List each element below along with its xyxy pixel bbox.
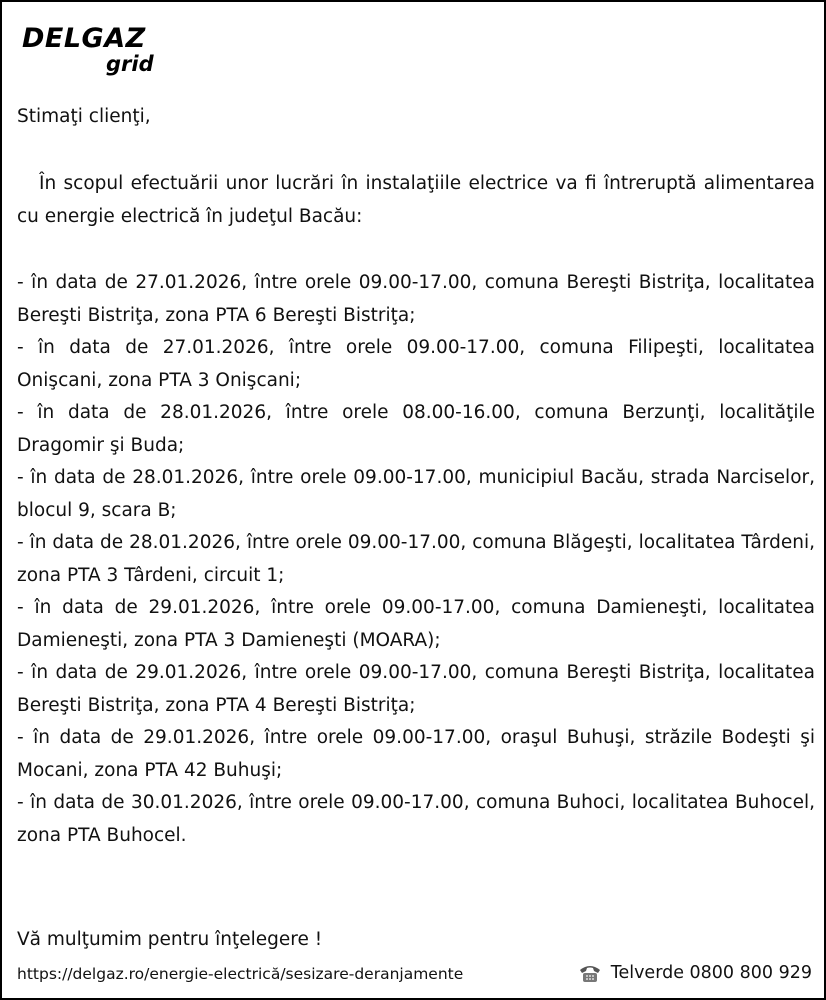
outage-list	[17, 267, 815, 852]
report-url-link[interactable]: https://delgaz.ro/energie-electrică/sesizare-deranjamente	[17, 965, 464, 983]
phone-contact	[577, 963, 812, 983]
telephone-icon	[577, 963, 603, 983]
greeting: Stimaţi clienţi,	[17, 106, 151, 127]
outage-item: - în data de 29.01.2026, între orele 09.00-17.00, comuna Bereşti Bistriţa, localitatea Bereşti Bistriţa, zona PTA 4 Bereşti Bistriţa;	[17, 662, 815, 716]
intro-paragraph: În scopul efectuării unor lucrări în instalaţiile electrice va fi întreruptă alimentarea cu energie electrică în judeţul Bacău:	[17, 173, 815, 227]
outage-item: - în data de 27.01.2026, între orele 09.00-17.00, comuna Bereşti Bistriţa, localitatea Bereşti Bistriţa, zona PTA 6 Bereşti Bistriţa;	[17, 272, 815, 326]
closing-line: Vă mulţumim pentru înţelegere !	[17, 929, 323, 950]
outage-item: - în data de 28.01.2026, între orele 09.00-17.00, municipiul Bacău, strada Narciselor, blocul 9, scara B;	[17, 467, 815, 521]
outage-item: - în data de 29.01.2026, între orele 09.00-17.00, oraşul Buhuşi, străzile Bodeşti şi Mocani, zona PTA 42 Buhuşi;	[17, 727, 815, 781]
logo-sub-text: grid	[106, 52, 154, 76]
outage-item: - în data de 30.01.2026, între orele 09.00-17.00, comuna Buhoci, localitatea Buhocel, zona PTA Buhocel.	[17, 792, 815, 846]
outage-item: - în data de 29.01.2026, între orele 09.00-17.00, comuna Damieneşti, localitatea Damieneşti, zona PTA 3 Damieneşti (MOARA);	[17, 597, 815, 651]
logo-main-text: DELGAZ	[22, 23, 146, 54]
outage-item: - în data de 27.01.2026, între orele 09.00-17.00, comuna Filipeşti, localitatea Onişcani, zona PTA 3 Onişcani;	[17, 337, 815, 391]
phone-number: Telverde 0800 800 929	[610, 963, 812, 983]
outage-item: - în data de 28.01.2026, între orele 08.00-16.00, comuna Berzunţi, localităţile Dragomir şi Buda;	[17, 402, 815, 456]
outage-item: - în data de 28.01.2026, între orele 09.00-17.00, comuna Blăgeşti, localitatea Târdeni, zona PTA 3 Târdeni, circuit 1;	[17, 532, 815, 586]
delgaz-grid-logo	[20, 20, 170, 80]
